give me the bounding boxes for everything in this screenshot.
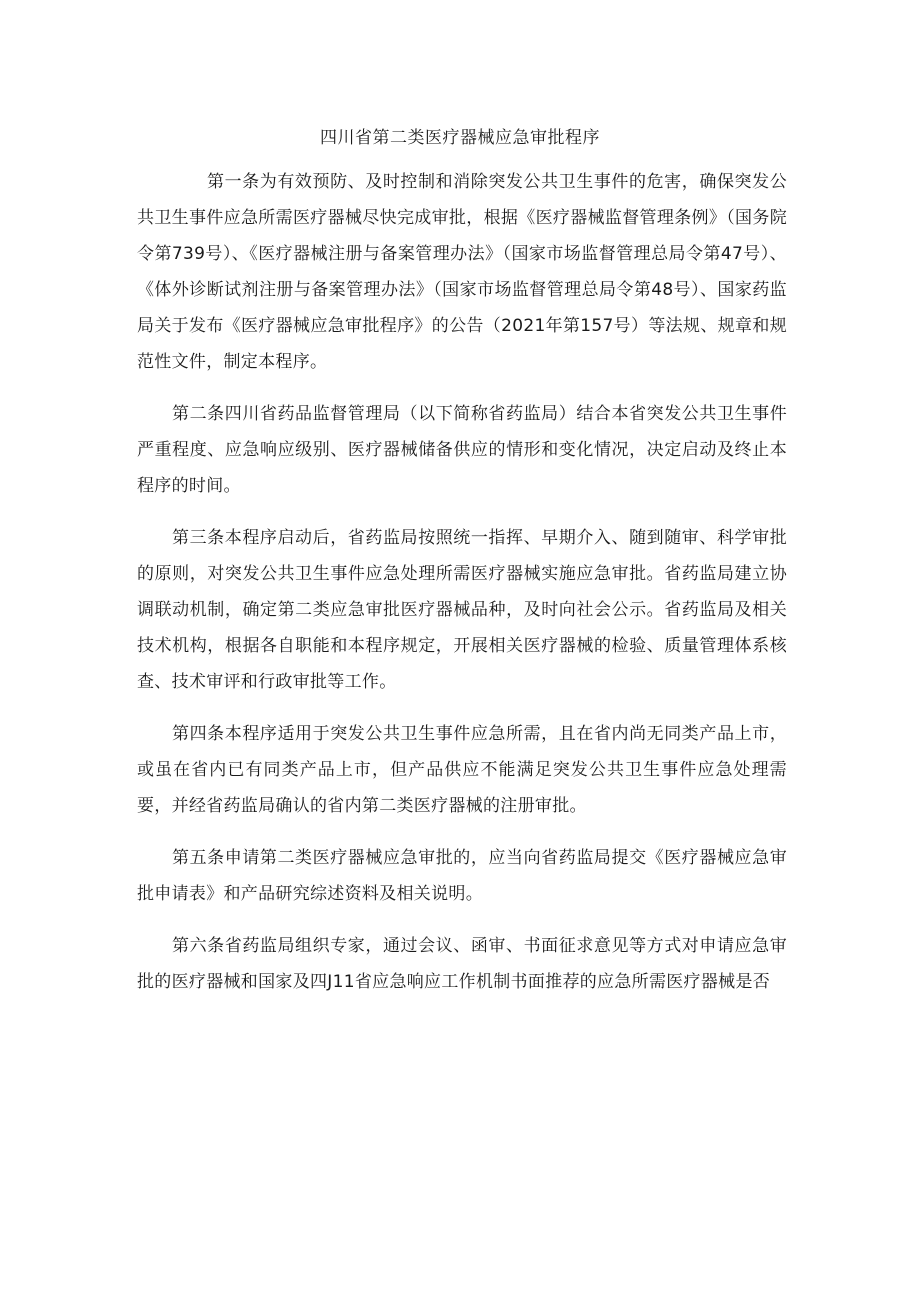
article-1-paragraph: 第一条为有效预防、及时控制和消除突发公共卫生事件的危害，确保突发公共卫生事件应急所需医疗器械尽快完成审批，根据《医疗器械监督管理条例》（国务院令第739号）、《医疗器械注册与备案管理办法》（国家市场监督管理总局令第47号）、《体外诊断试剂注册与备案管理办法》（国家市场监督管理总局令第48号）、国家药监局关于发布《医疗器械应急审批程序》的公告（2021年第157号）等法规、规章和规范性文件，制定本程序。: [137, 172, 787, 372]
article-3-paragraph: 第三条本程序启动后，省药监局按照统一指挥、早期介入、随到随审、科学审批的原则，对突发公共卫生事件应急处理所需医疗器械实施应急审批。省药监局建立协调联动机制，确定第二类应急审批医疗器械品种，及时向社会公示。省药监局及相关技术机构，根据各自职能和本程序规定，开展相关医疗器械的检验、质量管理体系核查、技术审评和行政审批等工作。: [137, 528, 787, 692]
document-body: [137, 164, 787, 1016]
article-5-paragraph: 第五条申请第二类医疗器械应急审批的，应当向省药监局提交《医疗器械应急审批申请表》和产品研究综述资料及相关说明。: [137, 848, 787, 904]
article-2-paragraph: 第二条四川省药品监督管理局（以下简称省药监局）结合本省突发公共卫生事件严重程度、应急响应级别、医疗器械储备供应的情形和变化情况，决定启动及终止本程序的时间。: [137, 404, 787, 496]
document-title: 四川省第二类医疗器械应急审批程序: [320, 128, 600, 148]
article-4-paragraph: 第四条本程序适用于突发公共卫生事件应急所需，且在省内尚无同类产品上市，或虽在省内已有同类产品上市，但产品供应不能满足突发公共卫生事件应急处理需要，并经省药监局确认的省内第二类医疗器械的注册审批。: [137, 724, 787, 816]
article-6-paragraph: 第六条省药监局组织专家，通过会议、函审、书面征求意见等方式对申请应急审批的医疗器械和国家及四J11省应急响应工作机制书面推荐的应急所需医疗器械是否: [137, 936, 787, 992]
